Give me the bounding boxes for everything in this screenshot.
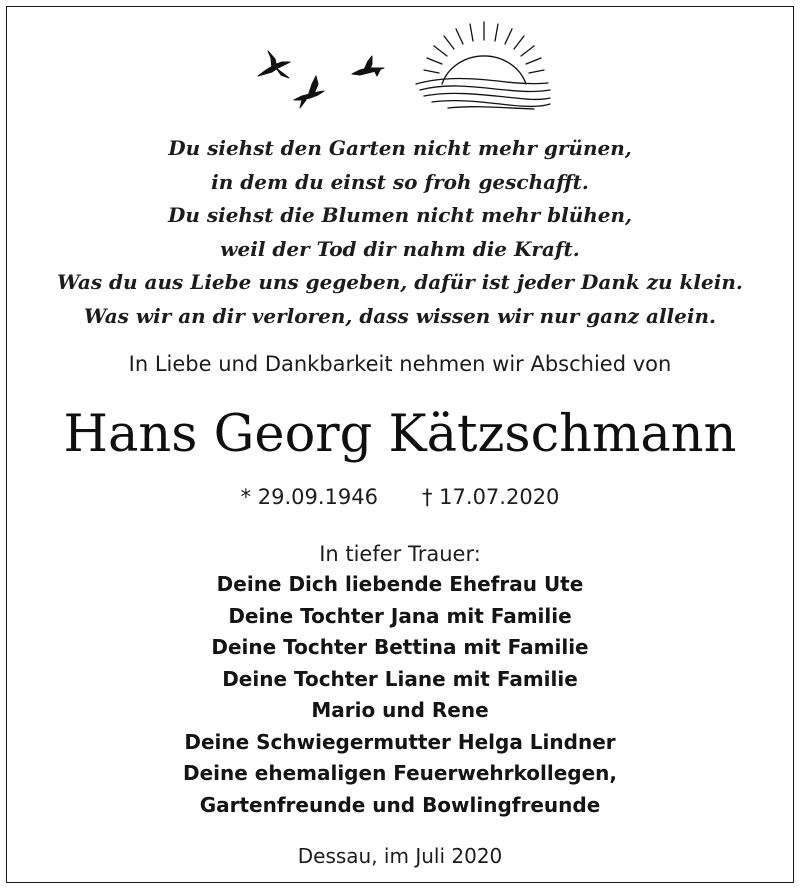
poem-line: weil der Tod dir nahm die Kraft.: [220, 236, 580, 261]
ornament: [244, 18, 554, 110]
mourner-line: Mario und Rene: [311, 698, 489, 722]
deceased-name: Hans Georg Kätzschmann: [63, 405, 737, 464]
flying-birds-icon: [258, 51, 384, 108]
poem: [0, 132, 800, 334]
poem-line: Du siehst den Garten nicht mehr grünen,: [168, 136, 632, 160]
life-dates: [0, 481, 800, 513]
poem-line: in dem du einst so froh geschafft.: [211, 169, 589, 194]
poem-line: Was wir an dir verloren, dass wissen wir nur ganz allein.: [84, 303, 716, 328]
mourner-line: Gartenfreunde und Bowlingfreunde: [199, 792, 601, 817]
place-and-date: Dessau, im Juli 2020: [297, 844, 503, 868]
mourning-label: In tiefer Trauer:: [319, 542, 481, 566]
mourner-line: Deine ehemaligen Feuerwehrkollegen,: [182, 761, 617, 785]
mourner-line: Deine Tochter Bettina mit Familie: [211, 635, 589, 659]
poem-line: Was du aus Liebe uns gegeben, dafür ist jeder Dank zu klein.: [57, 270, 743, 295]
mourner-line: Deine Schwiegermutter Helga Lindner: [184, 729, 616, 754]
mourner-line: Deine Tochter Liane mit Familie: [222, 666, 578, 691]
rising-sun-icon: [416, 22, 550, 109]
mourners-list: [0, 569, 800, 821]
farewell-intro: In Liebe und Dankbarkeit nehmen wir Abschied von: [128, 352, 672, 376]
death-date: † 17.07.2020: [422, 485, 560, 509]
mourner-line: Deine Dich liebende Ehefrau Ute: [216, 572, 584, 596]
mourner-line: Deine Tochter Jana mit Familie: [228, 603, 572, 628]
poem-line: Du siehst die Blumen nicht mehr blühen,: [167, 203, 632, 228]
birth-date: * 29.09.1946: [240, 485, 378, 509]
